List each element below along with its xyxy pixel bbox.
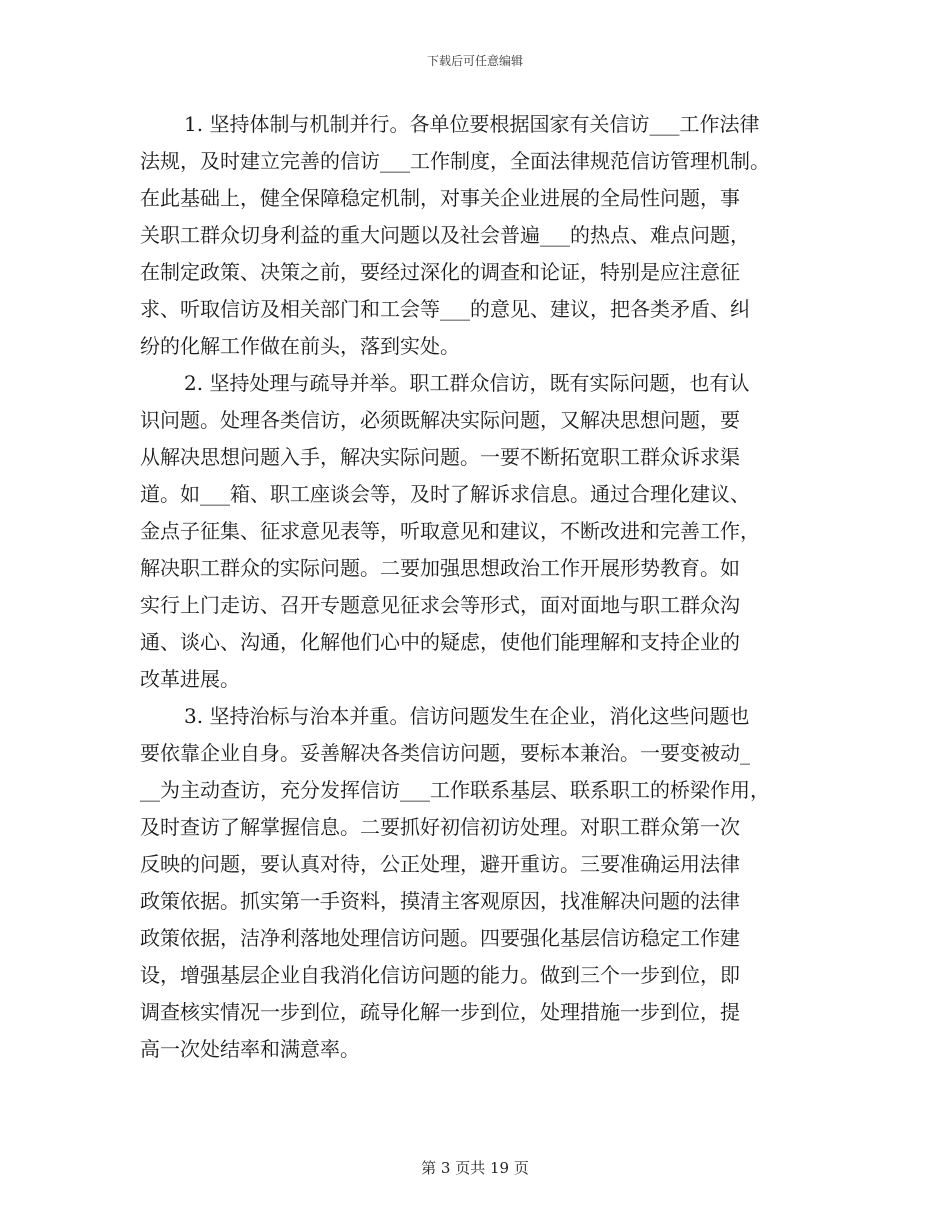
document-body bbox=[140, 106, 800, 1068]
text-line: 政策依据。抓实第一手资料，摸清主客观原因，找准解决问题的法律 bbox=[140, 889, 740, 913]
text-line: 及时查访了解掌握信息。二要抓好初信初访处理。对职工群众第一次 bbox=[140, 815, 740, 839]
text-line: 关职工群众切身利益的重大问题以及社会普遍___的热点、难点问题， bbox=[140, 223, 750, 247]
text-line: 设，增强基层企业自我消化信访问题的能力。做到三个一步到位，即 bbox=[140, 963, 740, 987]
paragraph-3 bbox=[140, 698, 800, 1068]
text-line: 政策依据，洁净利落地处理信访问题。四要强化基层信访稳定工作建 bbox=[140, 926, 740, 950]
text-line: 法规，及时建立完善的信访___工作制度，全面法律规范信访管理机制。 bbox=[140, 149, 770, 173]
paragraph-2 bbox=[140, 365, 800, 698]
text-line: 识问题。处理各类信访，必须既解决实际问题，又解决思想问题，要 bbox=[140, 408, 740, 432]
text-line: 纷的化解工作做在前头，落到实处。 bbox=[140, 334, 460, 358]
text-line: 3. 坚持治标与治本并重。信访问题发生在企业，消化这些问题也 bbox=[184, 704, 750, 728]
text-line: 实行上门走访、召开专题意见征求会等形式，面对面地与职工群众沟 bbox=[140, 593, 740, 617]
text-line: 调查核实情况一步到位，疏导化解一步到位，处理措施一步到位，提 bbox=[140, 1000, 740, 1024]
text-line: 求、听取信访及相关部门和工会等___的意见、建议，把各类矛盾、纠 bbox=[140, 297, 750, 321]
text-line: 道。如___箱、职工座谈会等，及时了解诉求信息。通过合理化建议、 bbox=[140, 482, 750, 506]
text-line: 解决职工群众的实际问题。二要加强思想政治工作开展形势教育。如 bbox=[140, 556, 740, 580]
text-line: 金点子征集、征求意见表等，听取意见和建议，不断改进和完善工作， bbox=[140, 519, 760, 543]
text-line: 2. 坚持处理与疏导并举。职工群众信访，既有实际问题，也有认 bbox=[184, 371, 750, 395]
text-line: 通、谈心、沟通，化解他们心中的疑虑，使他们能理解和支持企业的 bbox=[140, 630, 740, 654]
text-line: 1. 坚持体制与机制并行。各单位要根据国家有关信访___工作法律 bbox=[184, 112, 760, 136]
text-line: 高一次处结率和满意率。 bbox=[140, 1037, 360, 1061]
page-number: 第 3 页共 19 页 bbox=[421, 1159, 529, 1177]
page-header: 下载后可任意编辑 bbox=[426, 54, 523, 68]
text-line: 在制定政策、决策之前，要经过深化的调查和论证，特别是应注意征 bbox=[140, 260, 740, 284]
text-line: 要依靠企业自身。妥善解决各类信访问题，要标本兼治。一要变被动_ bbox=[140, 741, 750, 765]
text-line: 改革进展。 bbox=[140, 667, 240, 691]
paragraph-1 bbox=[140, 106, 800, 365]
text-line: 反映的问题，要认真对待，公正处理，避开重访。三要准确运用法律 bbox=[140, 852, 740, 876]
text-line: 在此基础上，健全保障稳定机制，对事关企业进展的全局性问题，事 bbox=[140, 186, 740, 210]
text-line: 从解决思想问题入手，解决实际问题。一要不断拓宽职工群众诉求渠 bbox=[140, 445, 740, 469]
text-line: __为主动查访，充分发挥信访___工作联系基层、联系职工的桥梁作用， bbox=[140, 778, 770, 802]
